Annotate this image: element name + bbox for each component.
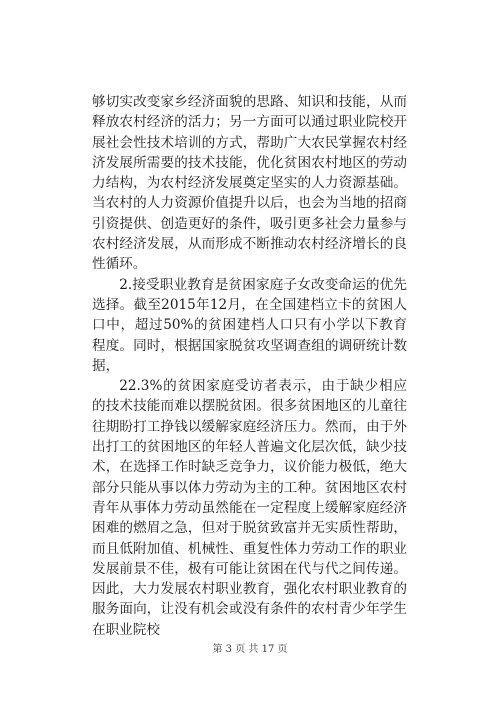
page-footer: 第 3 页 共 17 页 — [212, 644, 288, 655]
paragraph-2: 2.接受职业教育是贫困家庭子女改变命运的优先选择。截至2015年12月，在全国建档立卡的贫困人口中，超过50%的贫困建档人口只有小学以下教育程度。同时，根据国家脱贫攻坚调查组的调研统计数据， — [92, 276, 407, 374]
paragraph-1: 够切实改变家乡经济面貌的思路、知识和技能，从而释放农村经济的活力；另一方面可以通过职业院校开展社会性技术培训的方式，帮助广大农民掌握农村经济发展所需要的技术技能，优化贫困农村地区的劳动力结构，为农村经济发展奠定坚实的人力资源基础。当农村的人力资源价值提升以后，也会为当地的招商引资提供、创造更好的条件，吸引更多社会力量参与农村经济发展，从而形成不断推动农村经济增长的良性循环。 — [92, 94, 407, 273]
document-body — [92, 92, 407, 640]
paragraph-3: 22.3%的贫困家庭受访者表示，由于缺少相应的技术技能而难以摆脱贫困。很多贫困地区的儿童往往期盼打工挣钱以缓解家庭经济压力。然而，由于外出打工的贫困地区的年轻人普遍文化层次低，缺少技术，在选择工作时缺乏竞争力，议价能力极低，绝大部分只能从事以体力劳动为主的工种。贫困地区农村青年从事体力劳动虽然能在一定程度上缓解家庭经济困难的燃眉之急，但对于脱贫致富并无实质性帮助，而且低附加值、机械性、重复性体力劳动工作的职业发展前景不佳，极有可能让贫困在代与代之间传递。因此，大力发展农村职业教育，强化农村职业教育的服务面向，让没有机会或没有条件的农村青少年学生在职业院校 — [92, 378, 407, 638]
